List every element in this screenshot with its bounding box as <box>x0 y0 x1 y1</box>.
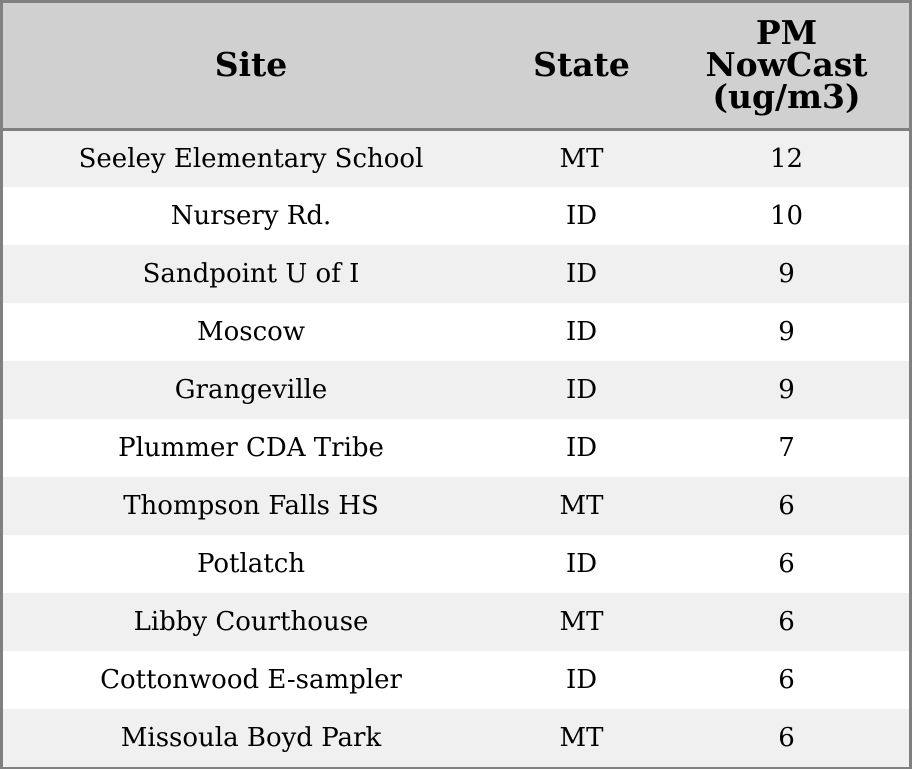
pm-value-cell: 7 <box>778 433 795 463</box>
table-row <box>3 129 909 187</box>
table-row <box>3 187 909 245</box>
table-row <box>3 651 909 709</box>
pm-value-cell: 9 <box>778 259 795 289</box>
site-cell: Plummer CDA Tribe <box>118 433 384 463</box>
pm-value-cell: 12 <box>769 143 804 174</box>
table-row <box>3 535 909 593</box>
table-header <box>3 3 909 129</box>
column-header-pm-nowcast: PM NowCast (ug/m3) <box>664 3 909 129</box>
site-cell: Grangeville <box>174 375 328 405</box>
header-row <box>3 3 909 129</box>
site-cell: Missoula Boyd Park <box>120 723 382 753</box>
state-cell: ID <box>565 201 598 231</box>
site-cell: Seeley Elementary School <box>78 143 424 174</box>
column-header-state: State <box>499 3 664 129</box>
state-cell: ID <box>565 259 598 289</box>
table-row <box>3 593 909 651</box>
table-row <box>3 419 909 477</box>
pm-value-cell: 6 <box>778 549 795 579</box>
site-cell: Libby Courthouse <box>133 607 369 637</box>
site-cell: Cottonwood E-sampler <box>100 665 402 695</box>
pm-value-cell: 6 <box>778 723 795 753</box>
state-cell: ID <box>565 433 598 463</box>
pm-nowcast-table <box>3 3 909 767</box>
table-row <box>3 477 909 535</box>
state-cell: MT <box>559 143 604 174</box>
pm-value-cell: 9 <box>778 317 795 347</box>
pm-value-cell: 9 <box>778 375 795 405</box>
table-row <box>3 361 909 419</box>
state-cell: MT <box>559 491 604 521</box>
state-cell: ID <box>565 317 598 347</box>
site-cell: Moscow <box>196 317 306 347</box>
site-cell: Nursery Rd. <box>170 201 332 231</box>
state-cell: MT <box>559 723 604 753</box>
pm-value-cell: 6 <box>778 491 795 521</box>
table-row <box>3 303 909 361</box>
site-cell: Sandpoint U of I <box>142 259 360 289</box>
pm-value-cell: 6 <box>778 607 795 637</box>
state-cell: ID <box>565 549 598 579</box>
column-header-site: Site <box>3 3 499 129</box>
site-cell: Potlatch <box>196 549 306 579</box>
state-cell: ID <box>565 665 598 695</box>
state-cell: MT <box>559 607 604 637</box>
table-row <box>3 709 909 767</box>
table-body <box>3 129 909 767</box>
pm-value-cell: 6 <box>778 665 795 695</box>
table-row <box>3 245 909 303</box>
state-cell: ID <box>565 375 598 405</box>
pm-value-cell: 10 <box>769 201 804 231</box>
site-cell: Thompson Falls HS <box>123 491 379 521</box>
